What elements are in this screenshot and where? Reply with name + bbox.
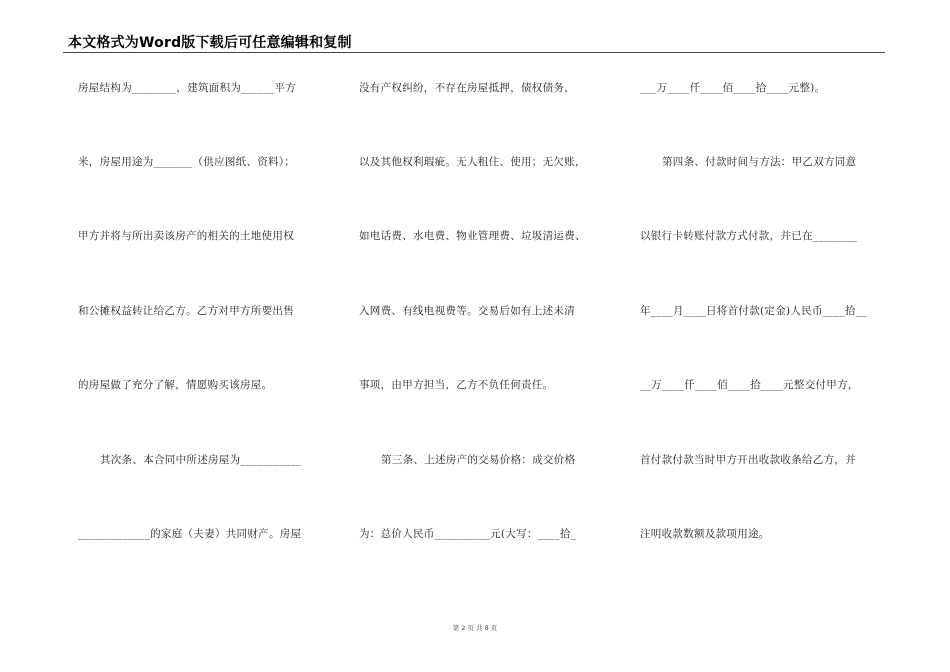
page-number: 第 2 页 共 8 页 (452, 624, 498, 632)
text-line: 以银行卡转账付款方式付款，并已在________ (640, 230, 858, 242)
text-line: __万____仟____佰____拾____元整交付甲方， (640, 379, 859, 391)
text-line: 房屋结构为________，建筑面积为______平方 (78, 82, 297, 94)
text-column-3 (640, 70, 890, 590)
text-line: 其次条、本合同中所述房屋为___________ (100, 454, 302, 466)
text-column-2 (359, 70, 609, 590)
text-line: 为：总价人民币__________元(大写：____拾_ (359, 528, 577, 540)
text-line: 如电话费、水电费、物业管理费、垃圾清运费、 (359, 230, 586, 242)
header-divider (63, 52, 885, 53)
text-line: 和公摊权益转让给乙方。乙方对甲方所要出售 (78, 305, 294, 317)
document-header-title: 本文格式为Word版下载后可任意编辑和复制 (68, 35, 352, 51)
text-line: 甲方并将与所出卖该房产的相关的土地使用权 (78, 230, 294, 242)
text-line: 事项，由甲方担当，乙方不负任何责任。 (359, 379, 554, 391)
text-line: 没有产权纠纷，不存在房屋抵押，债权债务， (359, 82, 575, 94)
text-line: 第四条、付款时间与方法：甲乙双方同意 (662, 156, 857, 168)
text-column-1 (78, 70, 328, 590)
text-line: 年____月____日将首付款(定金)人民币____拾__ (640, 305, 867, 317)
text-line: 入网费、有线电视费等。交易后如有上述未清 (359, 305, 575, 317)
text-line: 以及其他权利瑕疵。无人租住、使用；无欠账， (359, 156, 586, 168)
text-line: 米，房屋用途为_______（供应图纸、资料）； (78, 156, 296, 168)
text-line: 的房屋做了充分了解，情愿购买该房屋。 (78, 379, 273, 391)
text-line: 首付款付款当时甲方开出收款收条给乙方，并 (640, 454, 856, 466)
text-line: 注明收款数额及款项用途。 (640, 528, 770, 540)
text-line: ___万____仟____佰____拾____元整)。 (640, 82, 826, 94)
text-line: _____________的家庭（夫妻）共同财产。房屋 (78, 528, 302, 540)
text-line: 第三条、上述房产的交易价格：成交价格 (381, 454, 576, 466)
